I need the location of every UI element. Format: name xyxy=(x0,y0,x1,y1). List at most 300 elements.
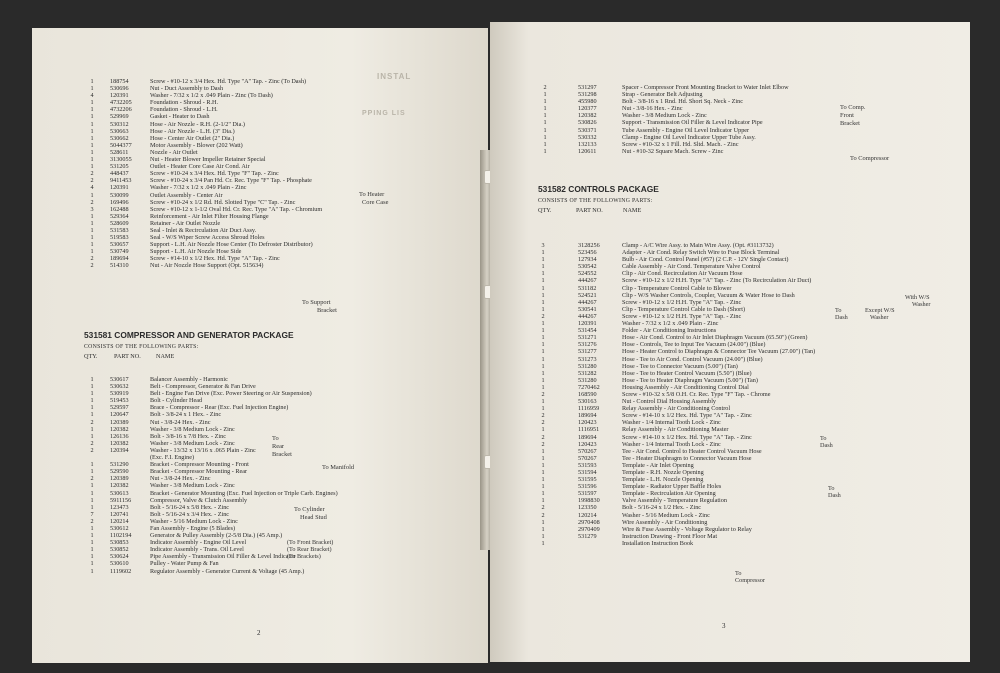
bracket-note-wws: With W/S xyxy=(905,294,930,301)
part-number-cell: 132133 xyxy=(578,140,597,148)
parts-list-row xyxy=(32,553,488,560)
part-name-cell: Support - L.H. Air Nozzle Hose Side xyxy=(150,248,242,256)
qty-cell: 1 xyxy=(90,234,94,242)
part-name-cell: Screw - #10-24 x 3/4 Pan Hd. Cr. Rec. Type "F" Tap. - Phosphate xyxy=(150,177,312,185)
part-number-cell: 530632 xyxy=(110,383,129,391)
parts-list-row xyxy=(490,441,970,448)
qty-cell: 1 xyxy=(90,482,94,490)
parts-list-row xyxy=(32,106,488,113)
qty-cell: 1 xyxy=(543,119,547,127)
part-name-cell: Hose - Center Air Outlet (2" Dia.) xyxy=(150,134,235,142)
qty-cell: 1 xyxy=(543,126,547,134)
part-name-cell: Washer - 13/32 x 13/16 x .065 Plain - Zinc xyxy=(150,446,256,454)
part-number-cell: 531454 xyxy=(578,327,597,335)
parts-list-row xyxy=(490,412,970,419)
part-name-cell: Clip - Air Cond. Recirculation Air Vacuum Hose xyxy=(622,270,743,278)
part-number-cell: 531597 xyxy=(578,490,597,498)
qty-cell: 1 xyxy=(541,320,545,328)
parts-list-row xyxy=(490,426,970,433)
qty-cell: 2 xyxy=(90,517,94,525)
bleed-through-text: INSTAL xyxy=(377,72,412,81)
qty-cell: 1 xyxy=(541,256,545,264)
part-number-cell: 530099 xyxy=(110,191,129,199)
col-part: PART NO. xyxy=(576,207,603,214)
part-name-cell: Screw - #10-24 x 3/4 Hex. Hd. Type "F" Tap. - Zinc xyxy=(150,170,279,178)
part-number-cell: 528611 xyxy=(110,148,129,156)
bracket-note-heater-2: Core Case xyxy=(362,199,389,206)
part-name-cell: Folder - Air Conditioning Instructions xyxy=(622,327,717,335)
part-name-cell: Valve Assembly - Temperature Regulation xyxy=(622,497,727,505)
qty-cell: 2 xyxy=(90,475,94,483)
qty-cell: 1 xyxy=(541,398,545,406)
bracket-note-comp: To Comp. xyxy=(840,104,866,111)
qty-cell: 1 xyxy=(90,156,94,164)
part-number-cell: 530332 xyxy=(578,133,597,141)
qty-cell: 2 xyxy=(543,84,547,91)
part-name-cell: Hose - Tee to Air Cond. Control Vacuum (24.00") (Blue) xyxy=(622,355,763,363)
part-number-cell: 570267 xyxy=(578,454,597,462)
qty-cell: 1 xyxy=(541,298,545,306)
parts-list-row xyxy=(32,99,488,106)
qty-cell: 1 xyxy=(541,525,545,533)
part-number-cell: 120389 xyxy=(110,475,129,483)
qty-cell: 1 xyxy=(90,78,94,85)
part-name-cell: Support - L.H. Air Nozzle Hose Center (To Defroster Distributor) xyxy=(150,241,313,249)
part-number-cell: 444267 xyxy=(578,298,597,306)
page-number-left: 2 xyxy=(257,629,261,637)
part-name-cell: Seal - Inlet & Recirculation Air Duct Assy. xyxy=(150,226,257,234)
part-name-cell: Gasket - Heater to Dash xyxy=(150,113,210,121)
qty-cell: 1 xyxy=(541,249,545,257)
qty-cell: 2 xyxy=(90,439,94,447)
bracket-note-except: Except W/S xyxy=(865,307,895,314)
part-number-cell: 189694 xyxy=(578,433,597,441)
parts-list-row xyxy=(32,482,488,489)
part-name-cell: Nut - #10-32 Square Mach. Screw - Zinc xyxy=(622,147,724,155)
qty-cell: 1 xyxy=(543,147,547,155)
bracket-note-dash-b-2: Dash xyxy=(820,442,833,449)
parts-list-row xyxy=(32,213,488,220)
qty-cell: 1 xyxy=(543,140,547,148)
part-number-cell: 120377 xyxy=(578,105,597,113)
qty-cell: 1 xyxy=(541,532,545,540)
part-name-cell: Washer - 5/16 Medium Lock - Zinc xyxy=(150,517,238,525)
part-number-cell: 531596 xyxy=(578,483,597,491)
part-name-cell: Fan Assembly - Engine (5 Blades) xyxy=(150,524,236,532)
qty-cell: 1 xyxy=(90,411,94,419)
bracket-note-support: To Support xyxy=(302,299,331,306)
left-parts-list-bottom xyxy=(32,376,488,575)
parts-list-row xyxy=(32,518,488,525)
part-number-cell: 530541 xyxy=(578,305,597,313)
parts-list-row xyxy=(32,177,488,184)
qty-cell: 1 xyxy=(90,539,94,547)
parts-list-row xyxy=(32,511,488,518)
qty-cell: 1 xyxy=(90,113,94,121)
qty-cell: 2 xyxy=(90,255,94,263)
parts-list-row xyxy=(490,540,970,547)
part-number-cell: 162488 xyxy=(110,205,129,213)
qty-cell: 1 xyxy=(90,503,94,511)
parts-list-row xyxy=(32,539,488,546)
parts-list-row xyxy=(32,454,488,461)
qty-cell: 1 xyxy=(90,461,94,469)
qty-cell: 1 xyxy=(541,405,545,413)
part-number-cell: 120214 xyxy=(578,511,597,519)
bracket-note-dash-c-2: Dash xyxy=(828,492,841,499)
parts-list-row xyxy=(32,504,488,511)
parts-list-row xyxy=(490,483,970,490)
part-name-cell: Washer - 3/8 Medium Lock - Zinc xyxy=(622,112,707,120)
parts-list-row xyxy=(490,299,970,306)
parts-list-row xyxy=(490,448,970,455)
qty-cell: 2 xyxy=(90,418,94,426)
part-number-cell: 519583 xyxy=(110,234,129,242)
bracket-note-support-2: Bracket xyxy=(317,307,337,314)
part-number-cell: 1116959 xyxy=(578,405,600,413)
qty-cell: 2 xyxy=(541,440,545,448)
parts-list-row xyxy=(490,134,970,141)
parts-list-row xyxy=(490,341,970,348)
parts-list-row xyxy=(490,277,970,284)
col-part: PART NO. xyxy=(114,353,141,360)
part-number-cell: 120389 xyxy=(110,418,129,426)
part-name-cell: Screw - #10-24 x 1/2 Rd. Hd. Slotted Type "C" Tap. - Zinc xyxy=(150,198,296,206)
part-name-cell: Hose - Controls, Tee to Input Tee Vacuum (24.00") (Blue) xyxy=(622,341,766,349)
part-number-cell: 123473 xyxy=(110,503,129,511)
part-name-cell: Bolt - Cylinder Head xyxy=(150,397,203,405)
part-name-cell: Belt - Compressor, Generator & Fan Drive xyxy=(150,383,256,391)
part-name-cell: Screw - #10-12 x 1/2 H.H. Type "A" Tap. - Zinc xyxy=(622,312,742,320)
part-name-cell: Nozzle - Air Outlet xyxy=(150,148,198,156)
part-name-cell: Generator & Pulley Assembly (2-5/8 Dia.) (45 Amp.) xyxy=(150,532,283,540)
qty-cell: 1 xyxy=(541,327,545,335)
parts-list-row xyxy=(32,383,488,390)
column-header-row xyxy=(538,206,938,216)
part-name-cell: Indicator Assembly - Trans. Oil Level xyxy=(150,546,244,554)
parts-list-row xyxy=(32,241,488,248)
qty-cell: 1 xyxy=(541,518,545,526)
part-name-cell: Nut - Control Dial Housing Assembly xyxy=(622,398,717,406)
parts-list-row xyxy=(490,512,970,519)
parts-list-row xyxy=(490,119,970,126)
parts-list-row xyxy=(32,532,488,539)
part-number-cell: 120382 xyxy=(578,112,597,120)
part-name-cell: Nut - 3/8-24 Hex. - Zinc xyxy=(150,418,211,426)
qty-cell: 1 xyxy=(541,426,545,434)
part-name-cell: Nut - 3/8-16 Hex. - Zinc xyxy=(622,105,683,113)
bracket-note-rear: To xyxy=(272,435,279,442)
qty-cell: 1 xyxy=(541,305,545,313)
note-front-bracket: (To Front Bracket) xyxy=(287,539,334,546)
parts-list-row xyxy=(32,142,488,149)
consists-label: CONSISTS OF THE FOLLOWING PARTS: xyxy=(538,198,653,204)
parts-list-row xyxy=(32,121,488,128)
part-number-cell: 120382 xyxy=(110,482,129,490)
qty-cell: 1 xyxy=(541,341,545,349)
parts-list-row xyxy=(490,384,970,391)
part-number-cell: 1116951 xyxy=(578,426,600,434)
part-name-cell: Nut - Air Nozzle Hose Support (Opt. 515634) xyxy=(150,262,264,270)
parts-list-row xyxy=(490,242,970,249)
qty-cell: 1 xyxy=(541,383,545,391)
part-number-cell: 126136 xyxy=(110,432,129,440)
section-title-compressor: 531581 COMPRESSOR AND GENERATOR PACKAGE xyxy=(84,330,294,340)
part-number-cell: 1102194 xyxy=(110,532,132,540)
part-number-cell: 531182 xyxy=(578,284,597,292)
part-name-cell: Bracket - Compressor Mounting - Front xyxy=(150,461,249,469)
parts-list-row xyxy=(490,370,970,377)
part-number-cell: 530624 xyxy=(110,553,129,561)
right-parts-list-top xyxy=(490,84,970,155)
parts-list-row xyxy=(32,92,488,99)
part-name-cell: Instruction Drawing - Front Floor Mat xyxy=(622,532,718,540)
parts-list-row xyxy=(32,156,488,163)
bracket-note-rear-3: Bracket xyxy=(272,451,292,458)
part-name-cell: Washer - 5/16 Medium Lock - Zinc xyxy=(622,511,710,519)
qty-cell: 1 xyxy=(90,376,94,383)
part-name-cell: Wire Assembly - Air Conditioning xyxy=(622,518,708,526)
parts-list-row xyxy=(32,546,488,553)
part-name-cell: Bracket - Generator Mounting (Exc. Fuel Injection or Triple Carb. Engines) xyxy=(150,489,338,497)
parts-list-row xyxy=(490,533,970,540)
qty-cell: 2 xyxy=(541,504,545,512)
qty-cell: 1 xyxy=(90,524,94,532)
part-number-cell: 448437 xyxy=(110,170,129,178)
part-name-cell: Relay Assembly - Air Conditioning Master xyxy=(622,426,729,434)
qty-cell: 1 xyxy=(541,291,545,299)
qty-cell: 1 xyxy=(541,277,545,285)
parts-list-row xyxy=(490,391,970,398)
qty-cell: 1 xyxy=(541,263,545,271)
qty-cell: 2 xyxy=(541,511,545,519)
qty-cell: 1 xyxy=(90,248,94,256)
part-name-cell: Washer - 7/32 x 1/2 x .049 Plain - Zinc xyxy=(622,320,719,328)
part-name-cell: Hose - Tee to Heater Control Vacuum (5.50") (Blue) xyxy=(622,369,752,377)
part-number-cell: 3128256 xyxy=(578,242,600,249)
part-name-cell: Indicator Assembly - Engine Oil Level xyxy=(150,539,247,547)
qty-cell: 1 xyxy=(543,91,547,99)
part-name-cell: Screw - #14-10 x 1/2 Hex. Hd. Type "A" Tap. - Zinc xyxy=(622,412,752,420)
parts-list-row xyxy=(32,390,488,397)
bracket-note-compressor: To Compressor xyxy=(850,155,890,162)
part-number-cell: 531593 xyxy=(578,461,597,469)
qty-cell: 7 xyxy=(90,510,94,518)
part-number-cell: 531277 xyxy=(578,348,597,356)
part-name-cell: Installation Instruction Book xyxy=(622,539,694,547)
part-name-cell: Screw - #10-12 x 1/2 H.H. Type "A" Tap. - Zinc (To Recirculation Air Duct) xyxy=(622,277,812,285)
qty-cell: 1 xyxy=(541,469,545,476)
part-name-cell: Washer - 7/32 x 1/2 x .049 Plain - Zinc (To Dash) xyxy=(150,92,273,100)
bracket-note-valve: To xyxy=(735,570,742,577)
part-name-cell: Reinforcement - Air Inlet Filter Housing Flange xyxy=(150,212,269,220)
part-number-cell: 531279 xyxy=(578,532,597,540)
qty-cell: 3 xyxy=(90,205,94,213)
part-number-cell: 530312 xyxy=(110,120,129,128)
parts-list-row xyxy=(32,411,488,418)
qty-cell: 2 xyxy=(541,312,545,320)
part-number-cell: 169496 xyxy=(110,198,129,206)
part-name-cell: Bulb - Air Cond. Control Panel (#57) (2 C.P. - 12V Single Contact) xyxy=(622,256,789,264)
part-number-cell: 120382 xyxy=(110,425,129,433)
part-number-cell: 530542 xyxy=(578,263,597,271)
part-number-cell: 514310 xyxy=(110,262,129,270)
bracket-note-cylinder: To Cylinder xyxy=(294,506,325,513)
parts-list-row xyxy=(490,469,970,476)
part-name-cell: Pipe Assembly - Transmission Oil Filler & Level Indicator xyxy=(150,553,296,561)
part-number-cell: 120741 xyxy=(110,510,129,518)
parts-list-row xyxy=(32,525,488,532)
consists-label: CONSISTS OF THE FOLLOWING PARTS: xyxy=(84,344,199,350)
part-name-cell: Hose - Air Nozzle - L.H. (3" Dia.) xyxy=(150,127,235,135)
parts-list-row xyxy=(490,476,970,483)
parts-list-row xyxy=(490,105,970,112)
col-name: NAME xyxy=(156,353,175,360)
qty-cell: 1 xyxy=(90,120,94,128)
part-number-cell: 531273 xyxy=(578,355,597,363)
parts-list-row xyxy=(490,263,970,270)
part-name-cell: Relay Assembly - Air Conditioning Control xyxy=(622,405,731,413)
part-number-cell: 2970409 xyxy=(578,525,600,533)
part-number-cell: 189694 xyxy=(578,412,597,420)
part-name-cell: Bolt - 5/16-24 x 3/4 Hex. - Zinc xyxy=(150,510,230,518)
part-name-cell: Bolt - 3/8-16 x 7/8 Hex. - Zinc xyxy=(150,432,226,440)
part-number-cell: 188754 xyxy=(110,78,129,85)
part-number-cell: 530610 xyxy=(110,560,129,568)
qty-cell: 1 xyxy=(541,348,545,356)
bracket-note-valve-2: Compressor xyxy=(735,577,765,584)
qty-cell: 1 xyxy=(90,85,94,93)
part-name-cell: Foundation - Shroud - R.H. xyxy=(150,99,219,107)
note-brackets: (To Brackets) xyxy=(287,553,321,560)
qty-cell: 1 xyxy=(543,112,547,120)
parts-list-row xyxy=(490,490,970,497)
parts-list-row xyxy=(32,433,488,440)
part-name-cell: Screw - #10-12 x 1/2 H.H. Type "A" Tap. - Zinc xyxy=(622,298,742,306)
parts-list-row xyxy=(490,112,970,119)
part-number-cell: 530613 xyxy=(110,489,129,497)
parts-list-row xyxy=(32,255,488,262)
qty-cell: 1 xyxy=(541,539,545,547)
parts-list-row xyxy=(32,248,488,255)
qty-cell: 1 xyxy=(90,99,94,107)
qty-cell: 1 xyxy=(541,461,545,469)
parts-list-row xyxy=(490,455,970,462)
col-qty: QTY. xyxy=(84,353,98,360)
parts-list-row xyxy=(490,356,970,363)
part-number-cell: 529969 xyxy=(110,113,129,121)
qty-cell: 1 xyxy=(541,490,545,498)
qty-cell: 1 xyxy=(541,369,545,377)
part-number-cell: 120391 xyxy=(110,184,129,192)
parts-list-row xyxy=(32,220,488,227)
qty-cell: 1 xyxy=(541,376,545,384)
parts-list-row xyxy=(490,363,970,370)
part-number-cell: 120394 xyxy=(110,446,129,454)
part-number-cell: 168590 xyxy=(578,390,597,398)
part-name-cell: Screw - #10-12 x 3/4 Hex. Hd. Type "A" Tap. - Zinc (To Dash) xyxy=(150,78,307,85)
parts-list-row xyxy=(32,397,488,404)
part-name-cell: Nut - 3/8-24 Hex. - Zinc xyxy=(150,475,211,483)
qty-cell: 1 xyxy=(90,226,94,234)
part-name-cell: Hose - Air Cond. Control to Air Inlet Diaphragm Vacuum (65.50") (Green) xyxy=(622,334,808,342)
part-number-cell: 529597 xyxy=(110,404,129,412)
parts-list-row xyxy=(490,148,970,155)
parts-list-row xyxy=(32,475,488,482)
parts-list-row xyxy=(490,526,970,533)
part-number-cell: 2970408 xyxy=(578,518,600,526)
part-name-cell: Washer - 7/32 x 1/2 x .049 Plain - Zinc xyxy=(150,184,247,192)
part-number-cell: 531205 xyxy=(110,163,129,171)
part-number-cell: 120382 xyxy=(110,439,129,447)
qty-cell: 1 xyxy=(90,432,94,440)
part-number-cell: 530749 xyxy=(110,248,129,256)
part-number-cell: 530163 xyxy=(578,398,597,406)
qty-cell: 2 xyxy=(90,262,94,270)
bracket-note-cylinder-2: Head Stud xyxy=(300,514,327,521)
parts-list-row xyxy=(32,163,488,170)
col-name: NAME xyxy=(623,207,642,214)
parts-list-row xyxy=(490,249,970,256)
parts-list-row xyxy=(32,192,488,199)
parts-list-row xyxy=(490,334,970,341)
part-name-cell: Template - R.H. Nozzle Opening xyxy=(622,469,704,476)
parts-list-row xyxy=(32,468,488,475)
part-name-cell: Tee - Air Cond. Control to Heater Control Vacuum Hose xyxy=(622,447,762,455)
part-name-cell: Clamp - Engine Oil Level Indicator Upper Tube Assy. xyxy=(622,133,756,141)
qty-cell: 2 xyxy=(90,198,94,206)
part-name-cell: Nut - Heater Blower Impeller Retainer Special xyxy=(150,156,266,164)
qty-cell: 1 xyxy=(90,163,94,171)
part-name-cell: Housing Assembly - Air Conditioning Control Dial xyxy=(622,383,749,391)
parts-list-row xyxy=(490,98,970,105)
part-number-cell: 529364 xyxy=(110,212,129,220)
qty-cell: 1 xyxy=(90,567,94,575)
parts-list-row xyxy=(32,560,488,567)
part-number-cell: 189694 xyxy=(110,255,129,263)
qty-cell: 1 xyxy=(543,98,547,106)
part-name-cell: Seal - W/S Wiper Screw Access Shroud Holes xyxy=(150,234,265,242)
parts-list-row xyxy=(490,348,970,355)
parts-list-row xyxy=(32,568,488,575)
part-number-cell: 120647 xyxy=(110,411,129,419)
part-number-cell: 530612 xyxy=(110,524,129,532)
part-name-cell: Bolt - 3/8-16 x 1 Rnd. Hd. Short Sq. Neck - Zinc xyxy=(622,98,743,106)
parts-list-row xyxy=(490,292,970,299)
part-name-cell: Template - L.H. Nozzle Opening xyxy=(622,476,704,484)
part-name-cell: Bolt - 5/16-24 x 5/8 Hex. - Zinc xyxy=(150,503,230,511)
part-number-cell: 531583 xyxy=(110,226,129,234)
part-number-cell: 530852 xyxy=(110,546,129,554)
bracket-note-rear-2: Rear xyxy=(272,443,285,450)
part-name-cell: Tee - Heater Diaphragm to Connector Vacuum Hose xyxy=(622,454,752,462)
part-name-cell: Balancer Assembly - Harmonic xyxy=(150,376,228,383)
left-page xyxy=(32,28,488,663)
part-number-cell: 531594 xyxy=(578,469,597,476)
qty-cell: 1 xyxy=(90,134,94,142)
bracket-note-dash-2: Dash xyxy=(835,314,848,321)
part-number-cell: 127934 xyxy=(578,256,597,264)
part-name-cell: Outlet Assembly - Center Air xyxy=(150,191,223,199)
part-name-cell: Motor Assembly - Blower (202 Watt) xyxy=(150,141,243,149)
part-name-cell: Outlet - Heater Core Case Air Cond. Air xyxy=(150,163,250,171)
part-number-cell: 519453 xyxy=(110,397,129,405)
bracket-note-manifold: To Manifold xyxy=(322,464,355,471)
parts-list-row xyxy=(32,426,488,433)
parts-list-row xyxy=(32,78,488,85)
parts-list-row xyxy=(490,256,970,263)
part-name-cell: (Exc. F.I. Engine) xyxy=(150,454,195,462)
